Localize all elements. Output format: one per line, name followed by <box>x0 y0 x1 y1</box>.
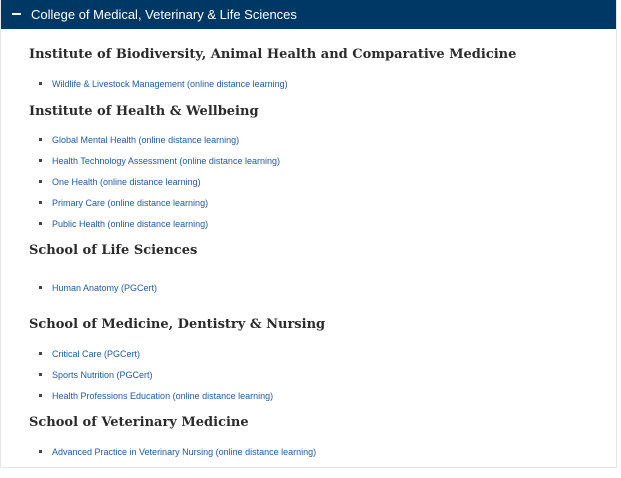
list-item <box>39 150 280 171</box>
section-heading: School of Medicine, Dentistry & Nursing <box>29 317 326 332</box>
section-heading: School of Life Sciences <box>29 243 198 258</box>
course-list <box>39 277 157 298</box>
list-item <box>39 192 280 213</box>
list-item <box>39 385 273 406</box>
bullet-icon <box>39 286 42 289</box>
list-item <box>39 213 280 234</box>
course-list <box>39 441 316 462</box>
course-link[interactable]: Human Anatomy (PGCert) <box>52 282 158 293</box>
section-heading: Institute of Health & Wellbeing <box>29 104 259 119</box>
list-item <box>39 364 273 385</box>
bullet-icon <box>39 450 42 453</box>
course-link[interactable]: Health Technology Assessment (online distance learning) <box>52 155 280 166</box>
bullet-icon <box>39 201 42 204</box>
course-list <box>39 73 288 94</box>
course-link[interactable]: Wildlife & Livestock Management (online distance learning) <box>52 78 288 89</box>
course-link[interactable]: Sports Nutrition (PGCert) <box>52 369 153 380</box>
list-item <box>39 171 280 192</box>
minus-icon[interactable] <box>12 13 21 15</box>
bullet-icon <box>39 394 42 397</box>
course-link[interactable]: Global Mental Health (online distance learning) <box>52 134 240 145</box>
bullet-icon <box>39 138 42 141</box>
bullet-icon <box>39 222 42 225</box>
course-link[interactable]: One Health (online distance learning) <box>52 176 201 187</box>
list-item <box>39 73 288 94</box>
bullet-icon <box>39 180 42 183</box>
list-item <box>39 343 273 364</box>
list-item <box>39 441 316 462</box>
course-list <box>39 129 280 234</box>
course-link[interactable]: Critical Care (PGCert) <box>52 348 141 359</box>
course-link[interactable]: Health Professions Education (online distance learning) <box>52 390 274 401</box>
accordion-header[interactable] <box>1 0 617 29</box>
list-item <box>39 129 280 150</box>
accordion-title[interactable]: College of Medical, Veterinary & Life Sciences <box>31 7 297 22</box>
course-link[interactable]: Advanced Practice in Veterinary Nursing (online distance learning) <box>52 446 317 457</box>
section-heading: Institute of Biodiversity, Animal Health and Comparative Medicine <box>29 47 517 62</box>
course-list <box>39 343 273 406</box>
bullet-icon <box>39 352 42 355</box>
accordion-content <box>1 29 617 468</box>
bullet-icon <box>39 82 42 85</box>
course-link[interactable]: Primary Care (online distance learning) <box>52 197 209 208</box>
list-item <box>39 277 157 298</box>
bullet-icon <box>39 373 42 376</box>
bullet-icon <box>39 159 42 162</box>
course-link[interactable]: Public Health (online distance learning) <box>52 218 209 229</box>
section-heading: School of Veterinary Medicine <box>29 415 249 430</box>
